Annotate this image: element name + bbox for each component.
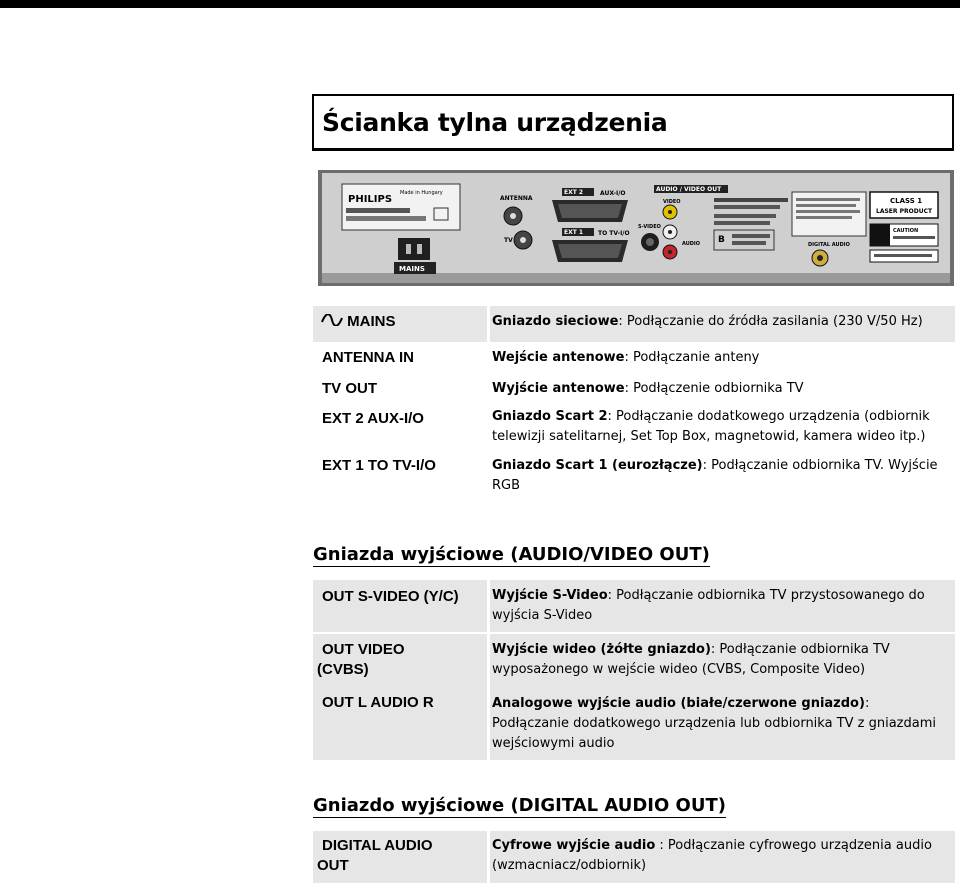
rear-panel-table — [313, 306, 955, 504]
product-label — [342, 184, 460, 230]
row-description: Wyjście antenowe: Podłączenie odbiornika TV — [492, 381, 804, 396]
table-row — [313, 405, 955, 454]
row-label: ANTENNA IN — [322, 349, 414, 366]
scart-ext1 — [552, 228, 630, 262]
scart-ext2 — [552, 188, 628, 222]
caution-text: CAUTION — [893, 228, 919, 234]
mains-text: MAINS — [399, 265, 425, 273]
row-description: Gniazdo Scart 1 (eurozłącze): Podłączanie odbiornika TV. Wyjście RGB — [492, 458, 938, 493]
table-row — [313, 580, 955, 632]
table-row — [313, 306, 955, 342]
row-description: Cyfrowe wyjście audio : Podłączanie cyfrowego urządzenia audio (wzmacniacz/odbiornik) — [490, 831, 955, 883]
aux-text: AUX-I/O — [600, 190, 626, 197]
table-row — [313, 373, 955, 405]
ext2-text: EXT 2 — [564, 189, 584, 196]
class1-line2: LASER PRODUCT — [876, 208, 933, 215]
page-title: Ścianka tylna urządzenia — [322, 108, 668, 137]
ext1-text: EXT 1 — [564, 229, 584, 236]
row-label: TV OUT — [322, 380, 377, 397]
class1-line1: CLASS 1 — [890, 197, 923, 205]
row-description: Wyjście wideo (żółte gniazdo): Podłączanie odbiornika TV wyposażonego w wejście wideo (CVBS, Composite Video) — [490, 634, 955, 688]
digital-out-table — [313, 831, 955, 883]
av-out-table — [313, 580, 955, 760]
av-out-text: AUDIO / VIDEO OUT — [656, 186, 722, 193]
table-row — [313, 831, 955, 883]
row-label: MAINS — [313, 306, 487, 342]
laser-label — [870, 192, 938, 262]
brand-text: PHILIPS — [348, 194, 393, 205]
ac-wave-icon — [321, 313, 347, 330]
row-label: OUT VIDEO (CVBS) — [313, 634, 487, 688]
b-mark: B — [718, 235, 725, 245]
row-description: Gniazdo sieciowe: Podłączanie do źródła zasilania (230 V/50 Hz) — [490, 306, 955, 342]
row-description: Wejście antenowe: Podłączanie anteny — [492, 350, 760, 365]
device-rear-panel — [318, 170, 954, 286]
table-row — [313, 634, 955, 688]
dolby-sticker — [792, 192, 866, 236]
digital-text: DIGITAL AUDIO — [808, 242, 850, 248]
row-description: Wyjście S-Video: Podłączanie odbiornika TV przystosowanego do wyjścia S-Video — [490, 580, 955, 632]
row-label: OUT L AUDIO R — [313, 688, 487, 760]
mains-socket — [394, 238, 436, 274]
table-row — [313, 454, 955, 504]
tvio-text: TO TV-I/O — [598, 230, 630, 237]
svideo-text: S-VIDEO — [638, 224, 661, 230]
digital-out-heading: Gniazdo wyjściowe (DIGITAL AUDIO OUT) — [313, 795, 726, 816]
tv-text: TV — [504, 237, 513, 244]
antenna-text: ANTENNA — [500, 195, 533, 202]
row-label: EXT 2 AUX-I/O — [322, 410, 424, 427]
title-box — [312, 94, 954, 151]
row-description: Analogowe wyjście audio (białe/czerwone gniazdo): Podłączanie dodatkowego urządzenia lub odbiornika TV z gniazdami wejściowymi audio — [490, 688, 955, 760]
row-label: OUT S-VIDEO (Y/C) — [313, 580, 487, 632]
top-rule — [0, 0, 960, 8]
table-row — [313, 688, 955, 760]
row-label: DIGITAL AUDIO OUT — [313, 831, 487, 883]
audio-text: AUDIO — [682, 241, 701, 247]
video-text: VIDEO — [663, 199, 681, 205]
row-description: Gniazdo Scart 2: Podłączanie dodatkowego urządzenia (odbiornik telewizji satelitarnej, Set Top Box, magnetowid, kamera wideo itp.) — [492, 409, 930, 444]
table-row — [313, 342, 955, 373]
av-out-heading: Gniazda wyjściowe (AUDIO/VIDEO OUT) — [313, 544, 710, 565]
made-in-text: Made in Hungary — [400, 190, 443, 196]
row-label: EXT 1 TO TV-I/O — [322, 457, 436, 474]
